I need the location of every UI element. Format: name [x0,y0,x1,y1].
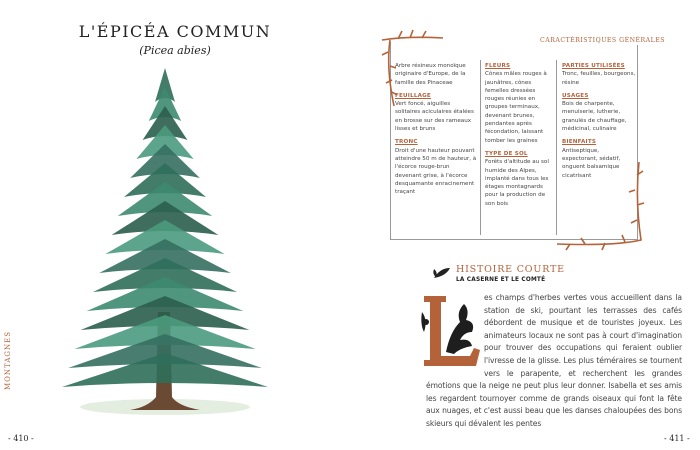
section-heading: PARTIES UTILISÉES [562,63,625,69]
page-title: L'ÉPICÉA COMMUN [78,22,272,41]
section-text: Cônes mâles rouges à jaunâtres, cônes femelles dressées rouges réunies en groupes terminaux, devenant brunes, pendantes après fécondation, laissant tomber les graines [485,71,547,144]
section-heading: FEUILLAGE [395,92,431,99]
leaf-icon [432,266,452,280]
section-text: Forêts d'altitude au sol humide des Alpes, implanté dans tous les étages montagnards pour la production de son bois [485,159,549,207]
column-3 [562,57,636,180]
foliage-tier [62,353,268,387]
section-tab: MONTAGNES [4,331,12,390]
story-title: HISTOIRE COURTE [456,264,565,275]
column-2 [485,57,555,208]
ornate-dropcap-l [420,292,482,369]
story-text: es champs d'herbes vertes vous accueillent dans la station de ski, pourtant les terrasses des cafés débordent de musique et de touristes joyeux. Les animateurs locaux ne sont pas à court d'imagination pour trouver des occupations qui feraient oublier l'ivresse de la glisse. Les plus téméraires se tournent vers le parapente, et recherchent les grandes émotions que la neige ne peut plus leur donner. Isabella et ses amis les regardent tournoyer comme de grands oiseaux qui font la fête aux nuages, et c'est aussi beau que les danses chaloupées des bons skieurs qui dévalent les pentes [426,293,682,428]
column-1 [395,62,477,196]
column-divider [556,60,557,235]
section-text: Antiseptique, expectorant, sédatif, onguent balsamique cicatrisant [562,147,621,179]
spruce-tree-illustration [60,62,270,422]
section-heading: TRONC [395,139,418,146]
intro-text: Arbre résineux monoïque originaire d'Europe, de la famille des Pinaceae [395,63,466,86]
page-number-left: - 410 - [8,434,34,443]
section-text: Bois de charpente, menuiserie, lutherie, granulés de chauffage, médicinal, culinaire [562,101,627,133]
story-body [426,292,682,431]
column-divider [480,60,481,235]
section-text: Tronc, feuilles, bourgeons, résine [562,71,636,86]
section-text: Droit d'une hauteur pouvant atteindre 50 m de hauteur, à l'écorce rouge-brun devenant grise, à l'écorce desquamante enracinement traçant [395,147,477,196]
box-title: CARACTÉRISTIQUES GÉNÉRALES [540,37,666,44]
section-heading: FLEURS [485,63,511,69]
section-heading: TYPE DE SOL [485,150,528,157]
section-heading: BIENFAITS [562,139,597,146]
section-heading: USAGES [562,92,589,99]
latin-name: (Picea abies) [139,44,211,57]
section-text: Vert foncé, aiguilles solitaires aciculaires étalées en brosse sur des rameaux lisses et bruns [395,101,474,133]
story-subtitle: LA CASERNE ET LE COMTÉ [456,277,546,283]
page-number-right: - 411 - [664,434,690,443]
